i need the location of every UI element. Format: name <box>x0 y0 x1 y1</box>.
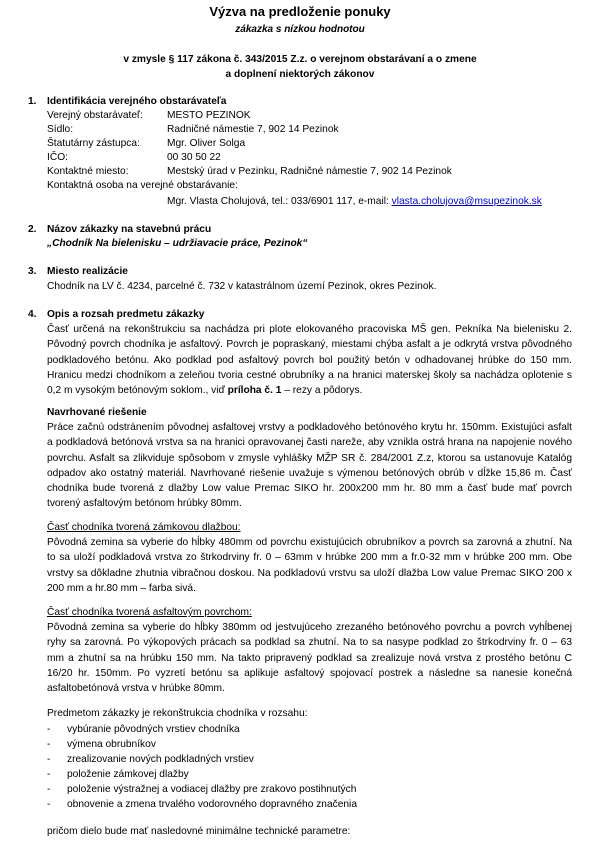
paving-paragraph: Pôvodná zemina sa vyberie do hĺbky 480mm od povrchu existujúcich obrubníkov a povrch sa zarovná a zhutní. Na to sa uloží podkladová vrstva zo štrkodrviny fr. 0 – 63mm v hrúbke 200 mm a fr.0-32 mm v hrúbke 200 mm. Obe vrstvy sa dôkladne zhutnia vibračnou doskou. Na podkladovú vrstvu sa uloží dlažba Low value Premac SIKO 200 x 200 mm a hr.80 mm – farba sivá. <box>47 537 572 594</box>
field-value-statutory: Mgr. Oliver Solga <box>167 138 246 149</box>
field-label-contact-place: Kontaktné miesto: <box>47 166 129 177</box>
section-2-number: 2. <box>28 224 37 235</box>
field-label-seat: Sídlo: <box>47 124 74 135</box>
description-text-end: – rezy a pôdorys. <box>281 385 363 397</box>
contact-person-text: Mgr. Vlasta Cholujová, tel.: 033/6901 117, e-mail: <box>167 196 389 207</box>
section-3-number: 3. <box>28 266 37 277</box>
field-value-contact-person <box>167 196 542 208</box>
section-1-number: 1. <box>28 96 37 107</box>
scope-list-item-text: zrealizovanie nových podkladných vrstiev <box>67 754 254 765</box>
field-label-contact-person: Kontaktná osoba na verejné obstarávanie: <box>47 180 238 191</box>
scope-list-item: - vybúranie pôvodných vrstiev chodníka <box>47 724 240 735</box>
attachment-reference: príloha č. 1 <box>227 385 282 397</box>
scope-list-item: - obnovenie a zmena trvalého vodorovného dopravného značenia <box>47 799 357 810</box>
scope-list-item: - položenie výstražnej a vodiacej dlažby pre zrakovo postihnutých <box>47 784 357 795</box>
legal-basis-line-2: a doplnení niektorých zákonov <box>225 69 375 80</box>
email-link[interactable]: vlasta.cholujova@msupezinok.sk <box>391 196 542 207</box>
section-2-heading: Názov zákazky na stavebnú prácu <box>47 224 212 235</box>
scope-list-item-text: položenie výstražnej a vodiacej dlažby pre zrakovo postihnutých <box>67 784 357 795</box>
section-4-heading: Opis a rozsah predmetu zákazky <box>47 309 205 320</box>
proposed-solution-paragraph: Práce začnú odstránením pôvodnej asfaltovej vrstvy a podkladového betónového krytu hr. 150mm. Existujúci asfalt a podkladová betónová vrstva sa na hranici opravovanej časti nareže, aby vznikla ostrá hrana na napojenie nového povrchu. Asfalt sa zlikviduje spôsobom v zmysle vyhlášky MŽP SR č. 284/2001 Z.z, ktorou sa ustanovuje Katalóg odpadov ako ostatný materiál. Navrhované riešenie uvažuje s výmenou betónových obrúb v dĺžke 15,86 m. Časť chodníka bude tvorená z dlažby Low value Premac SIKO hr. 200x200 mm hr. 80 mm a časť bude mať povrch tvorený asfaltovým betónom hrúbky 80mm. <box>47 422 572 510</box>
description-paragraph <box>47 322 572 398</box>
section-1-heading: Identifikácia verejného obstarávateľa <box>47 96 227 107</box>
scope-list-item-text: výmena obrubníkov <box>67 739 156 750</box>
scope-list-item: - zrealizovanie nových podkladných vrstiev <box>47 754 254 765</box>
field-label-ico: IČO: <box>47 152 68 163</box>
scope-list-item-text: obnovenie a zmena trvalého vodorovného dopravného značenia <box>67 799 357 810</box>
field-label-statutory: Štatutárny zástupca: <box>47 138 140 149</box>
contract-name: „Chodník Na bielenisku – udržiavacie práce, Pezinok“ <box>47 238 308 249</box>
location-text: Chodník na LV č. 4234, parcelné č. 732 v katastrálnom území Pezinok, okres Pezinok. <box>47 281 437 292</box>
document-title: Výzva na predloženie ponuky <box>209 4 391 19</box>
section-3-heading: Miesto realizácie <box>47 266 128 277</box>
description-text: Časť určená na rekonštrukciu sa nachádza pri plote elokovaného pracoviska MŠ gen. Pekníka Na bielenisku 2. Pôvodný povrch chodníka je asfaltový. Povrch je popraskaný, miestami chýba asfalt a je odkrytá vrstva pôvodného podkladového betónu. Ako podklad pod asfaltový povrch bol použitý betón v odhadovanej hrúbke do 150 mm. Hranicu medzi chodníkom a zeleňou tvoria cestné obrubníky a na hranici materskej školy sa nachádza oplotenie s 0,2 m vysokým betónovým soklom., viď <box>47 324 572 397</box>
field-value-contact-place: Mestský úrad v Pezinku, Radničné námestie 7, 902 14 Pezinok <box>167 166 452 177</box>
field-value-seat: Radničné námestie 7, 902 14 Pezinok <box>167 124 339 135</box>
technical-parameters-intro: pričom dielo bude mať nasledovné minimálne technické parametre: <box>47 826 351 837</box>
section-4-number: 4. <box>28 309 37 320</box>
field-label-contracting-authority: Verejný obstarávateľ: <box>47 110 143 121</box>
asphalt-paragraph: Pôvodná zemina sa vyberie do hĺbky 380mm od jestvujúceho zrezaného betónového povrchu a povrch vyhĺbenej ryhy sa zarovná. Po výkopových prácach sa podklad sa zhutní. Na to sa nasype podklad zo štrkodrviny fr. 0 – 63 mm a zhutní sa na hrúbku 150 mm. Na takto pripravený podklad sa zrealizuje nová vrstva z prostého betónu C 16/20 hr. 150mm. Po vyzretí betónu sa aplikuje asfaltový spojovací postrek a následne sa nanesie konečná asfaltobetónová vrstva v hrúbke 80mm. <box>47 622 572 695</box>
scope-list-item-text: vybúranie pôvodných vrstiev chodníka <box>67 724 240 735</box>
scope-list-item: - položenie zámkovej dlažby <box>47 769 189 780</box>
scope-intro: Predmetom zákazky je rekonštrukcia chodníka v rozsahu: <box>47 708 308 719</box>
field-value-ico: 00 30 50 22 <box>167 152 221 163</box>
asphalt-section-heading: Časť chodníka tvorená asfaltovým povrchom: <box>47 607 252 618</box>
proposed-solution-heading: Navrhované riešenie <box>47 407 147 418</box>
field-value-contracting-authority: MESTO PEZINOK <box>167 110 251 121</box>
scope-list-item: - výmena obrubníkov <box>47 739 156 750</box>
legal-basis-line-1: v zmysle § 117 zákona č. 343/2015 Z.z. o verejnom obstarávaní a o zmene <box>123 54 477 65</box>
scope-list-item-text: položenie zámkovej dlažby <box>67 769 189 780</box>
paving-section-heading: Časť chodníka tvorená zámkovou dlažbou: <box>47 522 241 533</box>
document-subtitle: zákazka s nízkou hodnotou <box>235 24 365 35</box>
